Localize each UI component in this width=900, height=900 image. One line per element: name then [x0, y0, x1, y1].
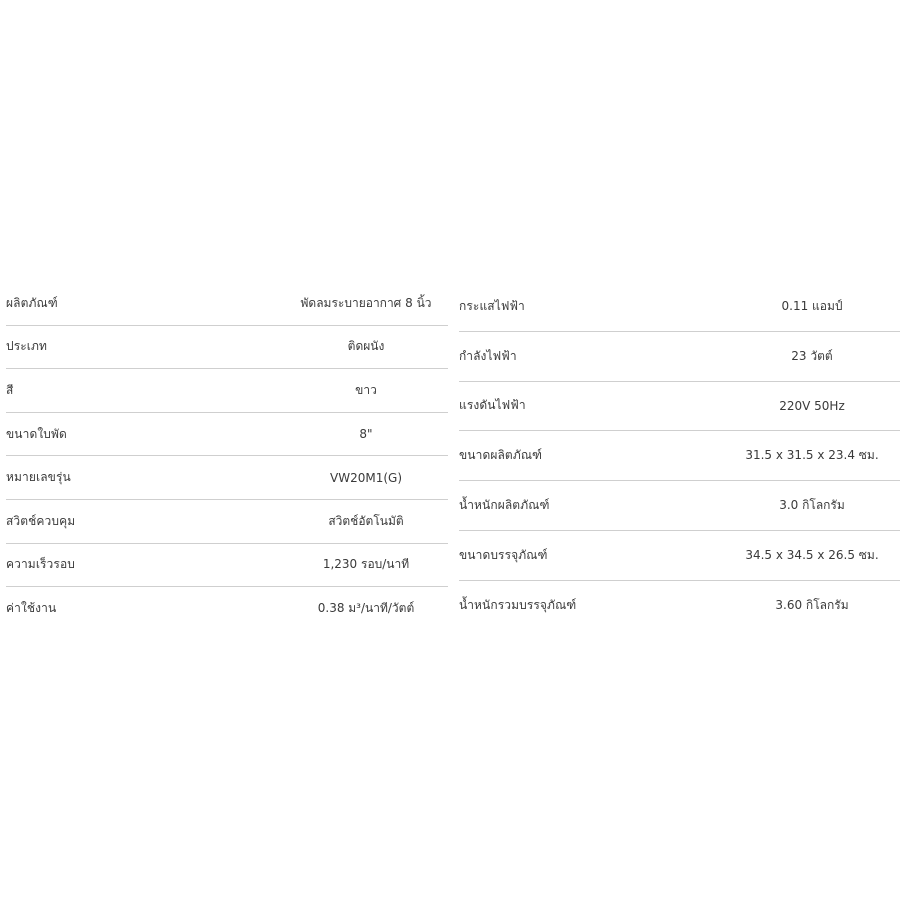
spec-value: 8"	[359, 427, 373, 442]
spec-row	[6, 413, 448, 457]
spec-value: 3.60 กิโลกรัม	[775, 598, 849, 613]
spec-row	[459, 481, 900, 531]
spec-value: 0.38 ม³/นาที/วัตต์	[317, 601, 415, 616]
spec-table-left	[6, 282, 448, 631]
spec-label: ขนาดบรรจุภัณฑ์	[459, 547, 548, 562]
spec-row	[459, 581, 900, 631]
spec-label: ขนาดใบพัด	[6, 426, 67, 441]
spec-row	[459, 332, 900, 382]
spec-value: 220V 50Hz	[779, 398, 845, 413]
spec-row	[459, 531, 900, 581]
spec-label: สวิตช์ควบคุม	[6, 513, 76, 528]
spec-table-right	[459, 282, 900, 631]
spec-label: กระแสไฟฟ้า	[459, 298, 525, 313]
spec-row	[459, 431, 900, 481]
spec-value: 1,230 รอบ/นาที	[322, 557, 410, 572]
spec-label: ผลิตภัณฑ์	[6, 295, 58, 310]
spec-label: ขนาดผลิตภัณฑ์	[459, 448, 543, 463]
spec-label: แรงดันไฟฟ้า	[459, 398, 526, 413]
spec-value: 3.0 กิโลกรัม	[779, 498, 845, 513]
spec-row	[459, 382, 900, 432]
spec-row	[6, 369, 448, 413]
spec-value: VW20M1(G)	[330, 470, 402, 485]
spec-value: ขาว	[355, 382, 377, 397]
spec-label: ค่าใช้งาน	[6, 601, 57, 616]
spec-value: 23 วัตต์	[791, 348, 833, 363]
spec-value: ติดผนัง	[347, 339, 385, 354]
spec-label: น้ำหนักผลิตภัณฑ์	[459, 498, 550, 513]
spec-row	[6, 326, 448, 370]
spec-label: ความเร็วรอบ	[6, 557, 75, 572]
spec-row	[6, 587, 448, 631]
spec-label: ประเภท	[6, 339, 48, 354]
spec-row	[6, 500, 448, 544]
spec-value: 0.11 แอมป์	[781, 298, 843, 313]
spec-value: พัดลมระบายอากาศ 8 นิ้ว	[300, 295, 432, 310]
spec-row	[6, 544, 448, 588]
spec-label: น้ำหนักรวมบรรจุภัณฑ์	[459, 598, 577, 613]
spec-label: สี	[6, 382, 14, 397]
spec-row	[6, 282, 448, 326]
spec-value: 31.5 x 31.5 x 23.4 ซม.	[745, 448, 879, 463]
spec-label: หมายเลขรุ่น	[6, 470, 71, 485]
spec-row	[459, 282, 900, 332]
spec-value: 34.5 x 34.5 x 26.5 ซม.	[745, 547, 879, 562]
spec-value: สวิตช์อัตโนมัติ	[328, 513, 404, 528]
spec-row	[6, 456, 448, 500]
spec-label: กำลังไฟฟ้า	[459, 348, 517, 363]
